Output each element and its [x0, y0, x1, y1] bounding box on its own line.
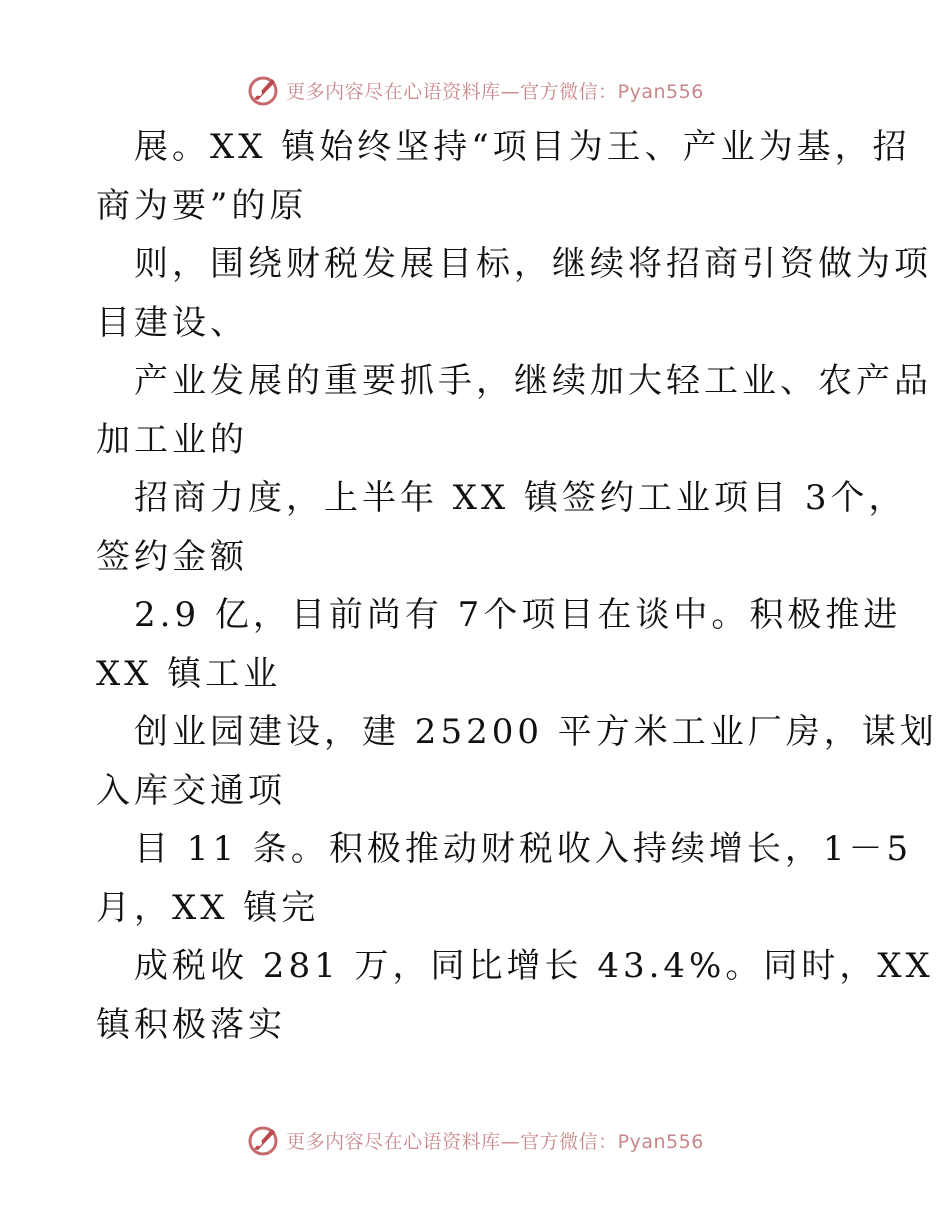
- text-line: 则，围绕财税发展目标，继续将招商引资做为项: [134, 244, 932, 284]
- text-line: 入库交通项: [96, 770, 286, 811]
- footer-watermark-text: [286, 1127, 704, 1154]
- header-watermark: [0, 70, 950, 110]
- footer-watermark-inner: [246, 1123, 704, 1157]
- text-line: 签约金额: [96, 536, 248, 577]
- footer-watermark-label: 更多内容尽在心语资料库—官方微信：: [286, 1130, 618, 1153]
- text-line: 成税收 281 万，同比增长 43.4%。同时，XX: [134, 946, 934, 986]
- text-line: 创业园建设，建 25200 平方米工业厂房，谋划: [134, 712, 938, 752]
- text-line: XX 镇工业: [96, 653, 282, 694]
- footer-watermark-id: Pyan556: [617, 1130, 704, 1153]
- text-line: 月，XX 镇完: [96, 887, 320, 928]
- text-line: 商为要”的原: [96, 185, 308, 226]
- text-line: 镇积极落实: [96, 1004, 286, 1045]
- header-watermark-label: 更多内容尽在心语资料库—官方微信：: [286, 80, 618, 103]
- footer-watermark: [0, 1120, 950, 1160]
- text-line: 产业发展的重要抓手，继续加大轻工业、农产品: [134, 361, 932, 401]
- header-watermark-id: Pyan556: [617, 80, 704, 103]
- text-line: 招商力度，上半年 XX 镇签约工业项目 3个，: [134, 478, 907, 518]
- header-watermark-inner: [246, 73, 704, 107]
- text-line: 展。XX 镇始终坚持“项目为王、产业为基，招: [134, 127, 911, 167]
- text-line: 目建设、: [96, 302, 248, 343]
- header-watermark-text: [286, 77, 704, 104]
- text-line: 加工业的: [96, 419, 248, 460]
- text-line: 2.9 亿，目前尚有 7个项目在谈中。积极推进: [134, 595, 902, 635]
- document-body: [96, 118, 938, 1054]
- quill-logo-icon: [246, 73, 280, 107]
- text-line: 目 11 条。积极推动财税收入持续增长，1－5: [134, 829, 913, 869]
- quill-logo-icon: [246, 1123, 280, 1157]
